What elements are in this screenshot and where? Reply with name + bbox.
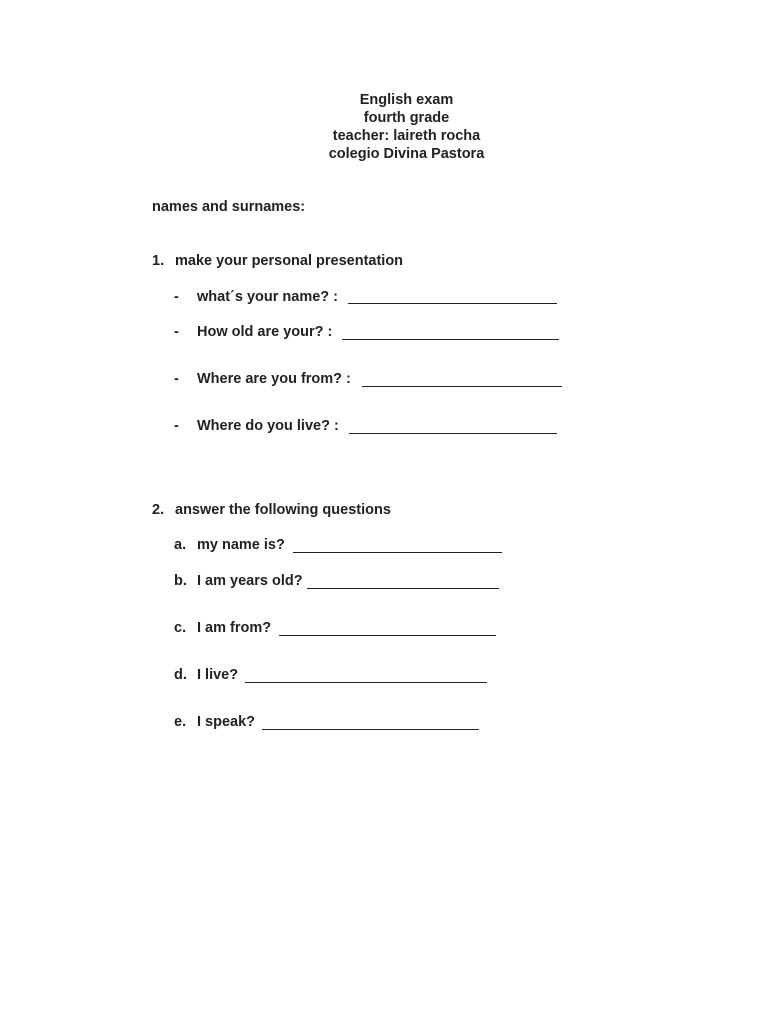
answer-blank-line[interactable]: [362, 386, 562, 387]
question-prompt: what´s your name? :: [197, 289, 338, 305]
question-prompt: I live?: [197, 667, 239, 683]
answer-blank-line[interactable]: [349, 433, 557, 434]
answer-blank-line[interactable]: [262, 729, 479, 730]
answer-blank-line[interactable]: [307, 588, 499, 589]
answer-blank-line[interactable]: [293, 552, 502, 553]
section-1-number: 1.: [152, 253, 165, 269]
question-prompt: Where do you live? :: [197, 418, 339, 434]
item-letter: c.: [174, 620, 187, 636]
answer-blank-line[interactable]: [245, 682, 487, 683]
school-label: colegio Divina Pastora: [328, 146, 485, 162]
item-letter: e.: [174, 714, 187, 730]
exam-title: English exam: [359, 92, 454, 108]
section-1-title: make your personal presentation: [175, 253, 404, 269]
bullet-dash: -: [174, 418, 179, 434]
exam-header: [0, 91, 768, 163]
grade-label: fourth grade: [363, 110, 450, 126]
bullet-dash: -: [174, 289, 179, 305]
section-2-title: answer the following questions: [175, 502, 391, 518]
answer-blank-line[interactable]: [279, 635, 496, 636]
question-prompt: I am from?: [197, 620, 272, 636]
names-and-surnames-label: names and surnames:: [152, 199, 306, 215]
answer-blank-line[interactable]: [348, 303, 557, 304]
question-prompt: I speak?: [197, 714, 256, 730]
bullet-dash: -: [174, 371, 179, 387]
section-2-number: 2.: [152, 502, 165, 518]
item-letter: a.: [174, 537, 187, 553]
item-letter: b.: [174, 573, 187, 589]
teacher-label: teacher: laireth rocha: [332, 128, 481, 144]
question-prompt: Where are you from? :: [197, 371, 351, 387]
item-letter: d.: [174, 667, 187, 683]
question-prompt: my name is?: [197, 537, 285, 553]
question-prompt: I am years old?: [197, 573, 303, 589]
bullet-dash: -: [174, 324, 179, 340]
question-prompt: How old are your? :: [197, 324, 333, 340]
answer-blank-line[interactable]: [342, 339, 559, 340]
